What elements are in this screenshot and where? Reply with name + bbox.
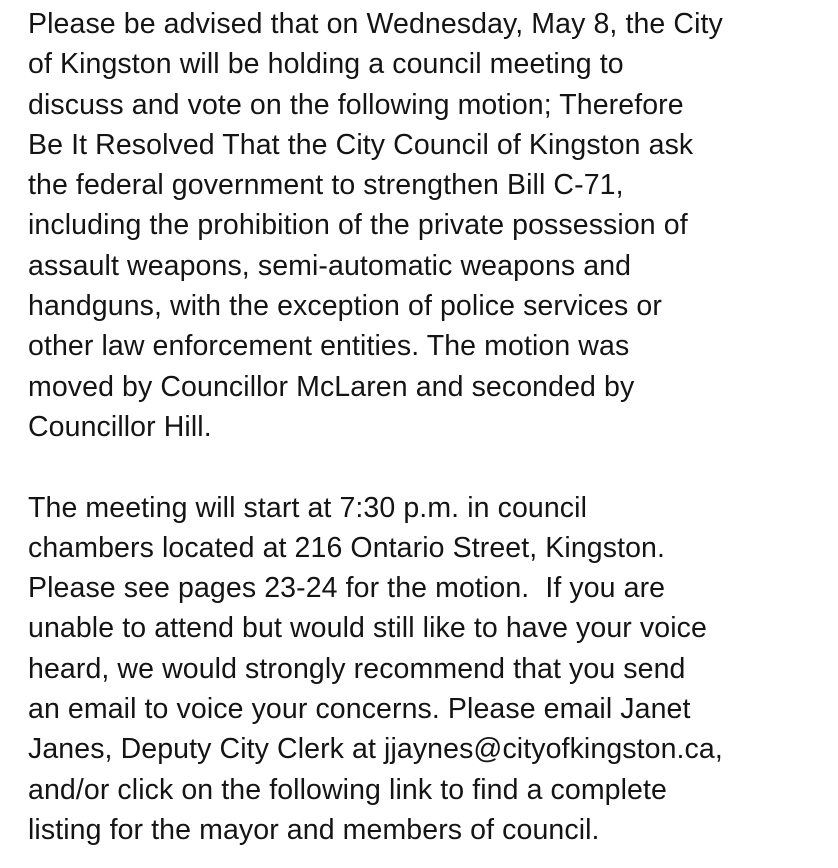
text-line: Councillor Hill. [28,410,212,443]
text-line: listing for the mayor and members of council. [28,813,600,846]
text-line: Please be advised that on Wednesday, May 8, the City [28,8,723,40]
text-line: moved by Councillor McLaren and seconded by [28,370,635,403]
text-line: including the prohibition of the private possession of [28,209,688,242]
text-line: other law enforcement entities. The motion was [28,330,630,363]
text-line: The meeting will start at 7:30 p.m. in council [28,491,588,524]
text-line: heard, we would strongly recommend that you send [28,652,686,685]
text-line: and/or click on the following link to find a complete [28,773,667,806]
text-line: Please see pages 23-24 for the motion. If you are [28,572,666,605]
notice-paragraph-1 [28,4,828,447]
text-line: an email to voice your concerns. Please email Janet [28,693,691,726]
text-line: handguns, with the exception of police services or [28,290,662,323]
text-line: discuss and vote on the following motion; Therefore [28,88,684,121]
text-line: Be It Resolved That the City Council of Kingston ask [28,128,694,161]
text-line: chambers located at 216 Ontario Street, Kingston. [28,531,666,564]
text-line: of Kingston will be holding a council meeting to [28,48,624,81]
text-line: Janes, Deputy City Clerk at jjaynes@cityofkingston.ca, [28,733,723,766]
notice-paragraph-2 [28,488,828,851]
text-line: assault weapons, semi-automatic weapons and [28,249,632,282]
text-line: unable to attend but would still like to have your voice [28,612,707,645]
text-line: the federal government to strengthen Bill C-71, [28,169,624,202]
paragraph-spacer [28,447,828,487]
notice-document [28,4,828,850]
